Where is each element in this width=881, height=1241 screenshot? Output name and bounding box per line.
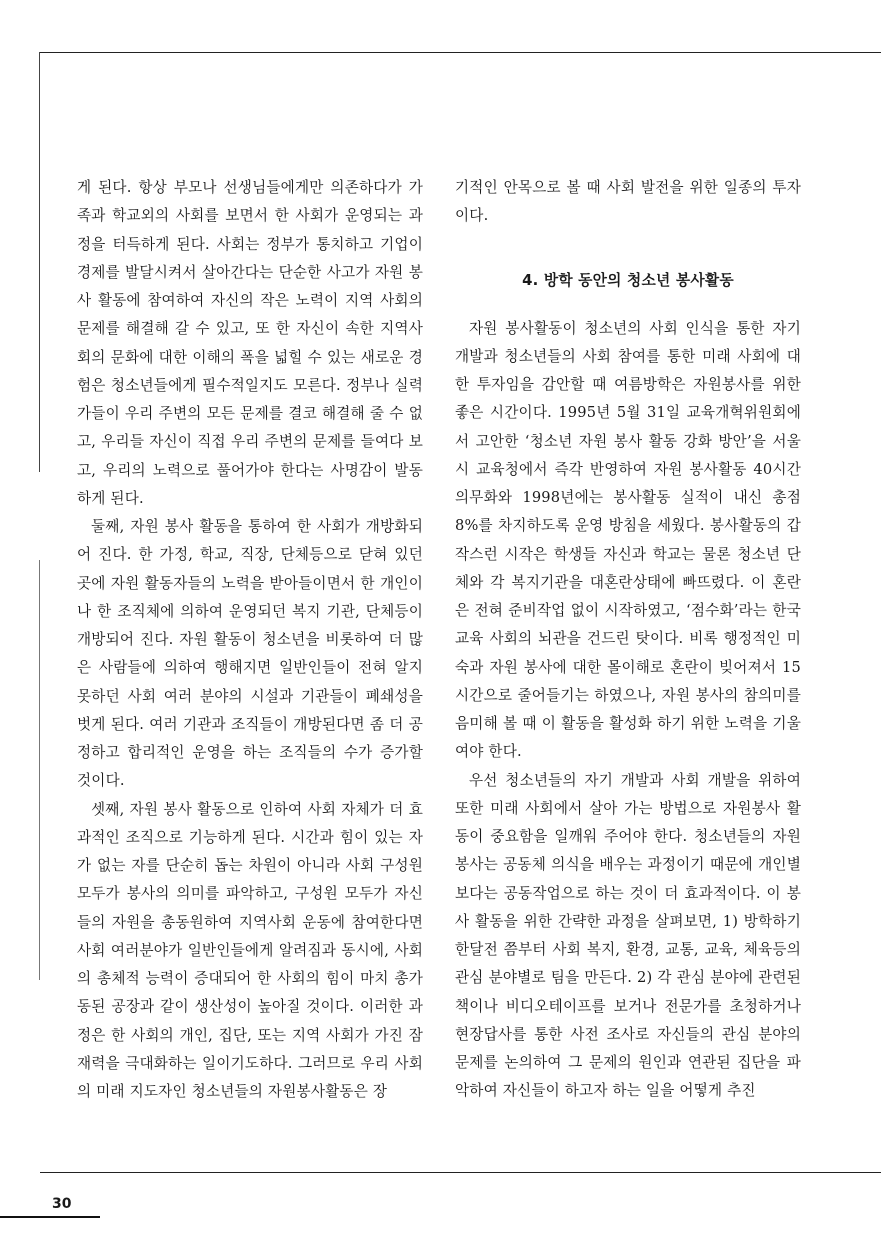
top-rule bbox=[40, 52, 881, 53]
paragraph: 셋째, 자원 봉사 활동으로 인하여 사회 자체가 더 효과적인 조직으로 기능하게 된다. 시간과 힘이 있는 자가 없는 자를 단순히 돕는 차원이 아니라 사회 구성원 모두가 봉사의 의미를 파악하고, 구성원 모두가 자신들의 자원을 총동원하여 지역사회 운동에 참여한다면 사회 여러분야가 일반인들에게 알려짐과 동시에, 사회의 총체적 능력이 증대되어 한 사회의 힘이 마치 총가동된 공장과 같이 생산성이 높아질 것이다. 이러한 과정은 한 사회의 개인, 집단, 또는 지역 사회가 가진 잠재력을 극대화하는 일이기도하다. 그러므로 우리 사회의 미래 지도자인 청소년들의 자원봉사활동은 장 bbox=[77, 800, 423, 1100]
bottom-rule bbox=[40, 1172, 881, 1173]
left-margin-rule bbox=[39, 52, 40, 472]
right-column bbox=[455, 174, 801, 1106]
paragraph: 기적인 안목으로 볼 때 사회 발전을 위한 일종의 투자이다. bbox=[455, 179, 801, 225]
page-number-rule bbox=[0, 1216, 100, 1218]
paragraph: 둘째, 자원 봉사 활동을 통하여 한 사회가 개방화되어 진다. 한 가정, 학교, 직장, 단체등으로 닫혀 있던 곳에 자원 활동자들의 노력을 받아들이면서 한 개인이나 한 조직체에 의하여 운영되던 복지 기관, 단체등이 개방되어 진다. 자원 활동이 청소년을 비롯하여 더 많은 사람들에 의하여 행해지면 일반인들이 전혀 알지 못하던 사회 여러 분야의 시설과 기관들이 폐쇄성을 벗게 된다. 여러 기관과 조직들이 개방된다면 좀 더 공정하고 합리적인 운영을 하는 조직들의 수가 증가할 것이다. bbox=[77, 518, 423, 790]
paragraph: 게 된다. 항상 부모나 선생님들에게만 의존하다가 가족과 학교외의 사회를 보면서 한 사회가 운영되는 과정을 터득하게 된다. 사회는 정부가 통치하고 기업이 경제를 발달시켜서 살아간다는 단순한 사고가 자원 봉사 활동에 참여하여 자신의 작은 노력이 지역 사회의 문제를 해결해 갈 수 있고, 또 한 자신이 속한 지역사회의 문화에 대한 이해의 폭을 넓힐 수 있는 새로운 경험은 청소년들에게 필수적일지도 모른다. 정부나 실력가들이 우리 주변의 모든 문제를 결코 해결해 줄 수 없고, 우리들 자신이 직접 우리 주변의 문제를 들여다 보고, 우리의 노력으로 풀어가야 한다는 사명감이 발동하게 된다. bbox=[77, 179, 423, 507]
left-column bbox=[77, 174, 423, 1106]
paragraph: 자원 봉사활동이 청소년의 사회 인식을 통한 자기 개발과 청소년들의 사회 참여를 통한 미래 사회에 대한 투자임을 감안할 때 여름방학은 자원봉사를 위한 좋은 시간이다. 1995년 5월 31일 교육개혁위원회에서 고안한 ‘청소년 자원 봉사 활동 강화 방안’을 서울시 교육청에서 즉각 반영하여 자원 봉사활동 40시간 의무화와 1998년에는 봉사활동 실적이 내신 총점 8%를 차지하도록 운영 방침을 세웠다. 봉사활동의 갑작스런 시작은 학생들 자신과 학교는 물론 청소년 단체와 각 복지기관을 대혼란상태에 빠뜨렸다. 이 혼란은 전혀 준비작업 없이 시작하였고, ‘점수화’라는 한국 교육 사회의 뇌관을 건드린 탓이다. 비록 행정적인 미숙과 자원 봉사에 대한 몰이해로 혼란이 빚어져서 15시간으로 줄어들기는 하였으나, 자원 봉사의 참의미를 음미해 볼 때 이 활동을 활성화 하기 위한 노력을 기울여야 한다. bbox=[455, 319, 801, 761]
section-heading: 4. 방학 동안의 청소년 봉사활동 bbox=[522, 271, 734, 289]
paragraph: 우선 청소년들의 자기 개발과 사회 개발을 위하여 또한 미래 사회에서 살아 가는 방법으로 자원봉사 활동이 중요함을 일깨워 주어야 한다. 청소년들의 자원 봉사는 공동체 의식을 배우는 과정이기 때문에 개인별 보다는 공동작업으로 하는 것이 더 효과적이다. 이 봉사 활동을 위한 간략한 과정을 살펴보면, 1) 방학하기 한달전 쯤부터 사회 복지, 환경, 교통, 교육, 체육등의 관심 분야별로 팀을 만든다. 2) 각 관심 분야에 관련된 책이나 비디오테이프를 보거나 전문가를 초청하거나 현장답사를 통한 사전 조사로 자신들의 관심 분야의 문제를 논의하여 그 문제의 원인과 연관된 집단을 파악하여 자신들이 하고자 하는 일을 어떻게 추진 bbox=[455, 771, 801, 1100]
left-margin-rule-lower bbox=[39, 560, 40, 980]
page-number: 30 bbox=[52, 1196, 72, 1212]
